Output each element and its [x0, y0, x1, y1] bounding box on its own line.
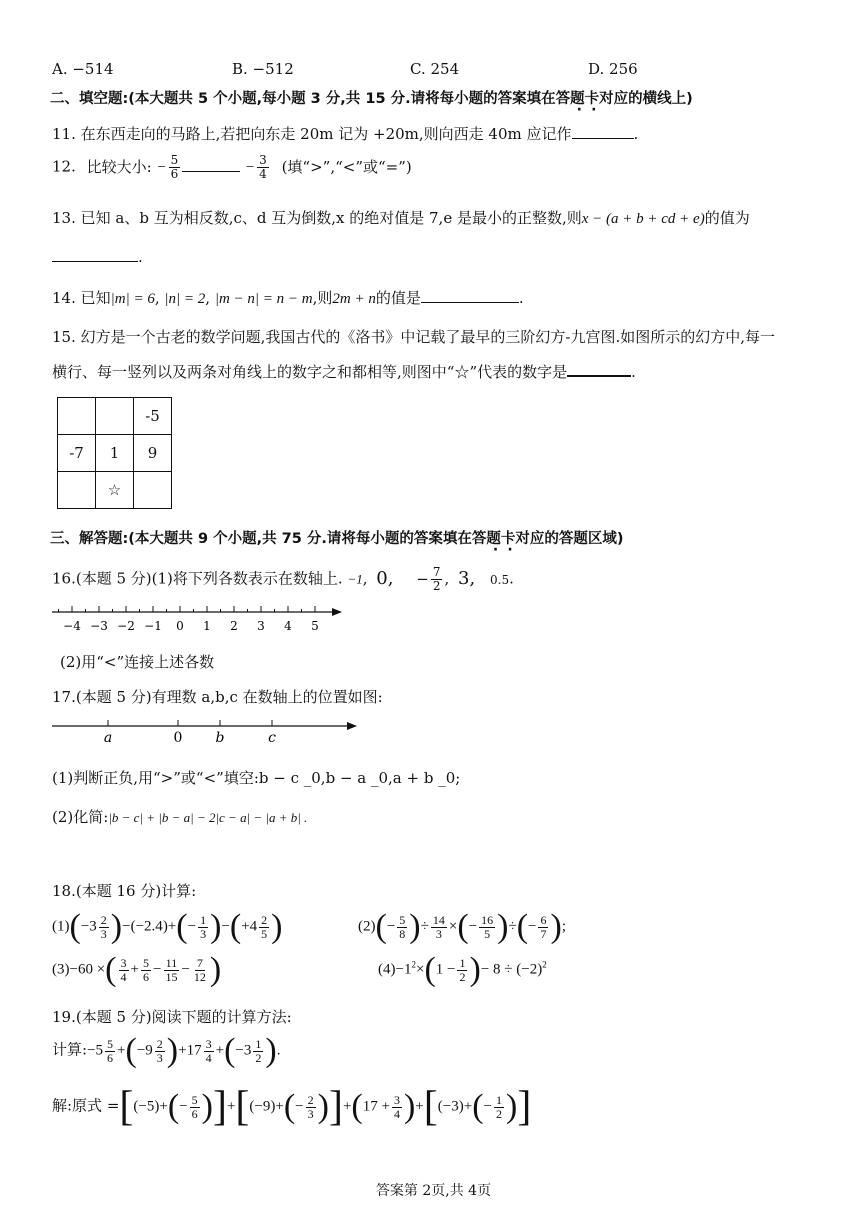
q18-p2-a-den: 8 [399, 926, 406, 941]
q12-num: 12. [52, 157, 76, 176]
q19-calc-end: . [276, 1042, 281, 1059]
q16-axis-label: 3 [257, 619, 265, 633]
q19-sol-b: (−9) [249, 1098, 276, 1115]
q18-p3-a-num: 3 [120, 955, 127, 970]
q18-p3-d-num: 7 [196, 955, 203, 970]
q15-line2-text: 横行、每一竖列以及两条对角线上的数字之和都相等,则图中“☆”代表的数字是 [52, 363, 568, 381]
magic-cell: -7 [58, 435, 96, 472]
q18-p4-label: (4) [378, 961, 396, 978]
q19-calc-a-den: 6 [107, 1050, 114, 1065]
q18-p1-a-num: 2 [100, 912, 107, 927]
q15-line1: 15. 幻方是一个古老的数学问题,我国古代的《洛书》中记载了最早的三阶幻方-九宫图.如图所示的幻方中,每一 [52, 328, 776, 346]
q17-label-0: 0 [173, 730, 183, 746]
q12-frac1 [169, 154, 181, 181]
q16-axis-label: 4 [284, 619, 292, 633]
q16-axis-label: −4 [63, 619, 81, 633]
q18-p2-label: (2) [358, 918, 376, 935]
q11-answer-blank[interactable] [572, 138, 634, 139]
option-c: C. 254 [410, 60, 460, 78]
q14-expr2: |n| = 2 [164, 291, 206, 307]
section2-heading-dot1: 题 [570, 91, 585, 107]
q18-p4-tail: − 8 ÷ (−2) [480, 961, 543, 978]
q18-p4-mid: × [415, 961, 425, 978]
question-13 [52, 207, 750, 228]
q18-p4-tail-exp: 2 [542, 959, 547, 970]
q19-calc: 计算:−5 $\frac{5}{6}$ +(−9 $\frac{2}{3}$ )+17 $\frac{3}{4}$ +(−3 $\frac{1}{2}$ ). [52, 1032, 281, 1069]
q19-calc-c-num: 3 [205, 1036, 212, 1051]
q13-end: . [138, 248, 143, 266]
q16-num3-frac-den: 2 [432, 579, 441, 593]
q15-line2 [52, 361, 636, 382]
q15-answer-blank[interactable] [567, 375, 631, 377]
q14-expr1: |m| = 6 [110, 291, 155, 307]
q19-sol-c-den: 4 [393, 1106, 400, 1121]
magic-cell-star: ☆ [96, 472, 134, 509]
q16-number-line [50, 600, 350, 636]
q18-part4: $(4)-1^2\times(1$ − $\frac{1}{2}$ )− $8 \div (-2)^2$ [378, 951, 547, 988]
q18-p2-c-num: 16 [481, 912, 494, 927]
magic-cell [96, 398, 134, 435]
option-d: D. 256 [588, 60, 638, 78]
q18-p1-c-den: 3 [200, 926, 207, 941]
q12-minus1: − [156, 159, 167, 176]
q16-axis-label: 1 [203, 619, 211, 633]
q14-expr3: |m − n| = n − m [214, 291, 313, 307]
q16-num3-minus: − [416, 569, 429, 588]
q18-p1-d: +4 [241, 918, 258, 935]
q14-expr4: 2m + n [332, 291, 376, 307]
q17-part2-label: (2)化简: [52, 808, 109, 826]
magic-cell: -5 [134, 398, 172, 435]
q14-text-c: 的值是 [375, 289, 421, 307]
section3-heading-main: 三、解答题:(本大题共 9 个小题,共 75 分.请将每小题的答案填在答 [50, 531, 487, 547]
q11-text: 11. 在东西走向的马路上,若把向东走 20m 记为 +20m,则向西走 40m 应记作 [52, 125, 572, 143]
q16-num2: 0, [376, 567, 394, 589]
question-12 [52, 154, 412, 181]
q18-p3-c-num: 11 [165, 955, 178, 970]
q13-text: 13. 已知 a、b 互为相反数,c、d 互为倒数,x 的绝对值是 7,e 是最小的正整数,则 [52, 209, 582, 227]
option-b: B. −512 [232, 60, 294, 78]
q19-calc-d-den: 2 [255, 1050, 262, 1065]
q19-calc-c-den: 4 [205, 1050, 212, 1065]
q16-axis-label: 0 [176, 619, 184, 633]
q17-part2 [52, 806, 307, 827]
q17-axis-arrow [347, 722, 357, 730]
q16-axis-label: −1 [144, 619, 162, 633]
q12-frac1-num: 5 [170, 153, 179, 167]
section2-heading-main: 二、填空题:(本大题共 5 个小题,每小题 3 分,共 15 分.请将每小题的答案填在答 [50, 91, 571, 107]
q18-p4-lead-exp: 2 [411, 959, 416, 970]
question-11 [52, 123, 638, 144]
q16-part2: (2)用“<”连接上述各数 [60, 653, 215, 671]
magic-cell [58, 398, 96, 435]
q18-p2-d-num: 6 [540, 912, 547, 927]
q12-frac2-num: 3 [259, 153, 267, 167]
q19-sol-b-den: 3 [307, 1106, 314, 1121]
q18-p1-d-num: 2 [261, 912, 268, 927]
section3-heading-end: 对应的答题区域) [515, 531, 624, 547]
q19-calc-d: −3 [235, 1042, 252, 1059]
q19-text: 19.(本题 5 分)阅读下题的计算方法: [52, 1008, 292, 1026]
section3-heading [50, 527, 624, 548]
magic-square-grid [57, 397, 172, 509]
q19-calc-label: 计算: [52, 1040, 88, 1059]
q17-label-c: c [268, 730, 276, 746]
q17-label-b: b [215, 730, 225, 746]
question-14 [52, 287, 524, 308]
q16-comma3: , [444, 569, 450, 588]
q18-part1: (1)(−3 $\frac{2}{3}$ )−(−2.4)+(− $\frac{1}{3}$ )−(+4 $\frac{2}{5}$ ) [52, 908, 283, 945]
q19-solution: 解:原式 =[(−5)+(− $\frac{5}{6}$ )]+[(−9)+(− $\frac{2}{3}$ )]+(17 + $\frac{3}{4}$ )+[(−3)+(− $\frac{1}{2}$ )] [52, 1084, 532, 1130]
q18-p2-c-den: 5 [484, 926, 491, 941]
q18-p3-label: (3) [52, 961, 70, 978]
q14-end: . [518, 289, 524, 307]
q13-expression: x − (a + b + cd + e) [581, 211, 705, 227]
q19-sol-d-num: 1 [495, 1092, 502, 1107]
q18-p1-a: −3 [80, 918, 97, 935]
q18-p2-b-den: 3 [435, 926, 442, 941]
q19-calc-a: −5 [87, 1042, 104, 1059]
q12-frac2-den: 4 [259, 167, 267, 181]
q18-p1-a-den: 3 [100, 926, 107, 941]
q12-text: 比较大小: [86, 157, 152, 176]
q14-sep2: , [205, 289, 211, 307]
q16-num3-frac-num: 7 [432, 565, 441, 579]
q19-sol-a-den: 6 [191, 1106, 198, 1121]
q19-calc-b-den: 3 [156, 1050, 163, 1065]
q15-end: . [631, 363, 636, 381]
section3-heading-dot1: 题 [486, 531, 501, 547]
q19-sol-d-den: 2 [495, 1106, 502, 1121]
section2-heading [50, 87, 693, 108]
section2-heading-end: 对应的横线上) [599, 91, 693, 107]
q18-p1-d-den: 5 [261, 926, 268, 941]
q18-p3-lead: −60 × [69, 961, 106, 978]
q18-p1-b: −2.4 [135, 918, 163, 935]
magic-row [58, 472, 172, 509]
question-16 [52, 566, 514, 593]
q14-sep1: , [154, 289, 160, 307]
q16-axis-label: 2 [230, 619, 238, 633]
q18-p2-a-num: 5 [399, 912, 406, 927]
q19-sol-a-num: 5 [191, 1092, 198, 1107]
q16-num5: 0.5 [490, 572, 510, 587]
q18-p4-lead: −1 [395, 961, 412, 978]
q18-p3-a-den: 4 [120, 969, 127, 984]
magic-row [58, 398, 172, 435]
page-footer: 答案第 2页,共 4页 [375, 1183, 492, 1199]
q13-tail: 的值为 [704, 209, 750, 227]
q18-p4-f-num: 1 [459, 955, 466, 970]
q16-num4: 3, [458, 567, 476, 589]
q19-calc-d-num: 1 [255, 1036, 262, 1051]
q18-p2-d-den: 7 [540, 926, 547, 941]
q16-axis-arrow [332, 608, 342, 616]
q17-part2-expression: |b − c| + |b − a| − 2|c − a| − |a + b| . [108, 810, 308, 825]
q18-p3-b-den: 6 [142, 969, 149, 984]
q19-calc-b: −9 [136, 1042, 153, 1059]
q18-text: 18.(本题 16 分)计算: [52, 882, 197, 900]
q14-text-a: 14. 已知 [52, 289, 111, 307]
q13-answer-blank[interactable] [52, 261, 138, 262]
q16-num1: −1 [347, 571, 363, 587]
magic-cell: 9 [134, 435, 172, 472]
q19-sol-c: 17 + [362, 1098, 390, 1115]
q18-p3-d-den: 12 [193, 969, 206, 984]
q19-sol-b-num: 2 [307, 1092, 314, 1107]
q18-p2-b-num: 14 [432, 912, 445, 927]
q17-number-line [50, 716, 362, 746]
q16-comma1: , [362, 569, 368, 588]
magic-cell [58, 472, 96, 509]
q17-text: 17.(本题 5 分)有理数 a,b,c 在数轴上的位置如图: [52, 688, 383, 706]
magic-cell: 1 [96, 435, 134, 472]
magic-cell [134, 472, 172, 509]
q12-tail: (填“>”,“<”或“=”) [281, 157, 412, 176]
q12-frac1-den: 6 [170, 167, 179, 181]
q18-p1-c-num: 1 [200, 912, 207, 927]
q18-p3-b-num: 5 [142, 955, 149, 970]
magic-row [58, 435, 172, 472]
q17-part1: (1)判断正负,用“>”或“<”填空:b − c _0,b − a _0,a + b _0; [52, 769, 461, 787]
q16-period: . [509, 569, 514, 588]
q19-calc-b-num: 2 [156, 1036, 163, 1051]
q19-sol-label: 解:原式 = [52, 1096, 120, 1115]
q19-calc-c: 17 [186, 1042, 202, 1059]
q16-axis-label: −3 [90, 619, 108, 633]
q12-frac2 [257, 154, 269, 181]
q14-text-b: ,则 [312, 289, 333, 307]
q18-part2: (2)(− $\frac{5}{8}$ )÷ $\frac{14}{3}$ ×(− $\frac{16}{5}$ )÷(− $\frac{6}{7}$ ); [358, 908, 566, 945]
q18-p2-end: ; [561, 918, 566, 935]
section2-heading-dot2: 卡 [584, 91, 600, 107]
q16-text: 16.(本题 5 分)(1)将下列各数表示在数轴上. [52, 569, 343, 588]
q19-calc-a-num: 5 [107, 1036, 114, 1051]
q14-answer-blank[interactable] [421, 302, 519, 303]
q19-sol-d: (−3) [437, 1098, 464, 1115]
section3-heading-dot2: 卡 [500, 531, 516, 547]
q16-num3-frac [431, 566, 443, 593]
q18-part3: (3)−60 ×( $\frac{3}{4}$ + $\frac{5}{6}$ − $\frac{11}{15}$ − $\frac{7}{12}$ ) [52, 951, 222, 988]
q19-sol-c-num: 3 [393, 1092, 400, 1107]
q18-p4-f-den: 2 [459, 969, 466, 984]
q18-p3-c-den: 15 [165, 969, 178, 984]
q16-axis-label: 5 [311, 619, 319, 633]
q18-p1-label: (1) [52, 918, 70, 935]
option-a: A. −514 [52, 60, 114, 78]
q12-minus2: − [245, 159, 256, 176]
question-13-answer-line [52, 248, 143, 266]
q12-answer-blank[interactable] [182, 171, 240, 172]
q17-label-a: a [103, 730, 113, 746]
q11-end: . [633, 125, 639, 143]
q16-axis-label: −2 [117, 619, 135, 633]
q19-sol-a: (−5) [133, 1098, 160, 1115]
q18-p4-one: 1 − [435, 961, 456, 978]
